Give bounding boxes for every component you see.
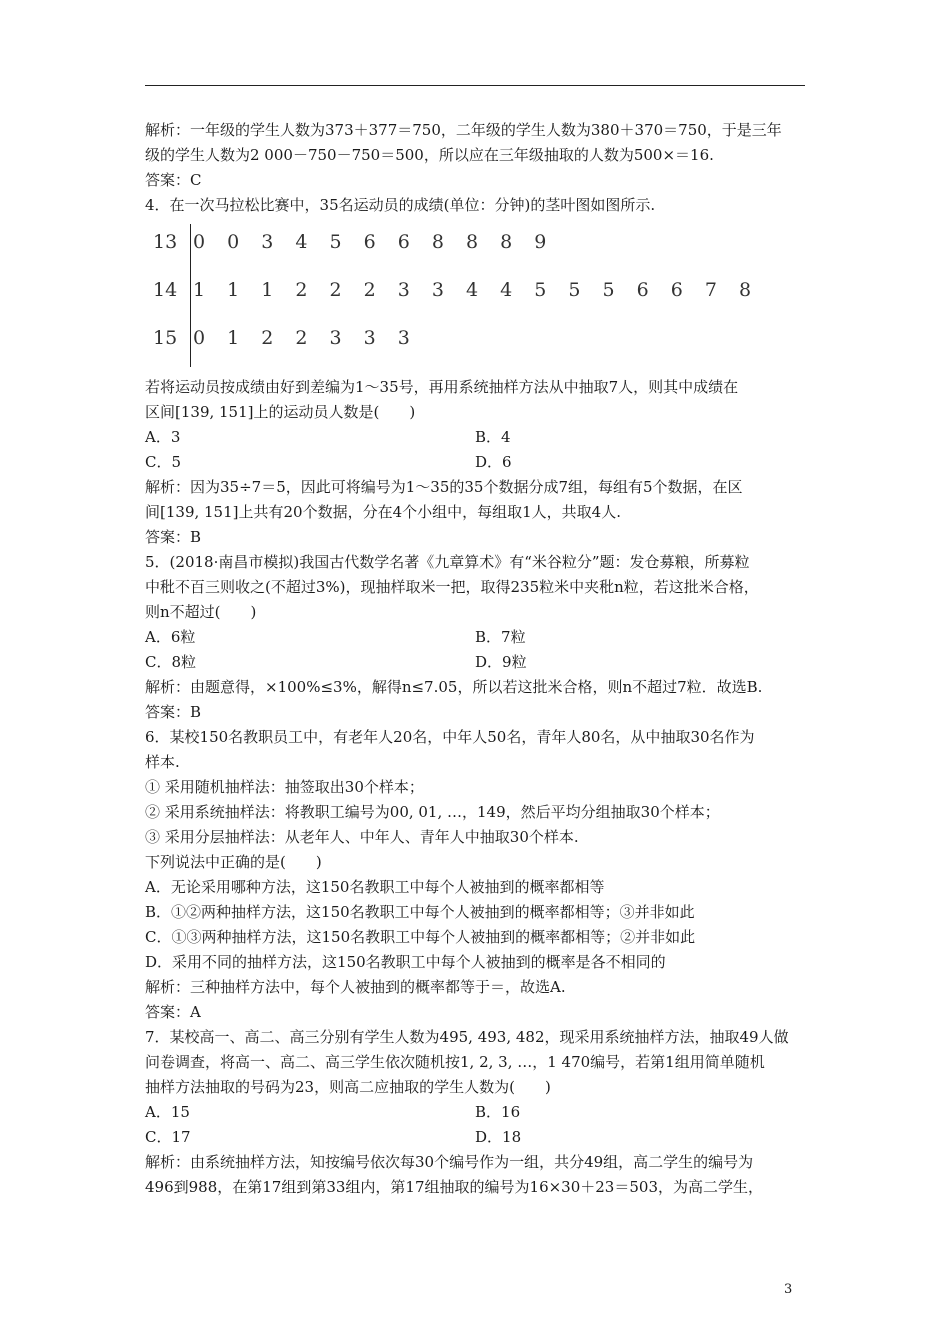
text-line: 问卷调查，将高一、高二、高三学生依次随机按1, 2, 3, …，1 470编号，若第1组用简单随机 — [145, 1053, 765, 1071]
answer-line: 答案：B — [145, 703, 202, 721]
option-c: C．17 — [145, 1128, 191, 1146]
option-row — [145, 425, 825, 450]
text-line: ① 采用随机抽样法：抽签取出30个样本； — [145, 778, 424, 796]
option-c: C．5 — [145, 453, 182, 471]
text-line: 下列说法中正确的是( ) — [145, 853, 322, 871]
leaf-values: 0 0 3 4 5 6 6 8 8 8 9 — [193, 231, 555, 253]
option-d: D．6 — [475, 453, 512, 471]
stem-value: 15 — [153, 327, 178, 349]
option-a: A．15 — [145, 1103, 190, 1121]
question-5: 5．(2018·南昌市模拟)我国古代数学名著《九章算术》有“米谷粒分”题：发仓募粮，所募粒 — [145, 553, 750, 571]
stem-row — [153, 230, 554, 260]
stem-row — [153, 278, 759, 308]
option-row — [145, 650, 825, 675]
option-c: C．8粒 — [145, 653, 197, 671]
text-line: 解析：由题意得，×100%≤3%，解得n≤7.05，所以若这批米合格，则n不超过7粒．故选B. — [145, 678, 763, 696]
text-line: 区间[139, 151]上的运动员人数是( ) — [145, 403, 416, 421]
text-line: 496到988，在第17组到第33组内，第17组抽取的编号为16×30＋23＝503，为高二学生， — [145, 1178, 763, 1196]
stem-leaf-plot — [145, 226, 825, 371]
answer-line: 答案：A — [145, 1003, 201, 1021]
question-7: 7．某校高一、高二、高三分别有学生人数为495, 493, 482，现采用系统抽样方法，抽取49人做 — [145, 1028, 789, 1046]
text-line: 则n不超过( ) — [145, 603, 257, 621]
option-d: D．采用不同的抽样方法，这150名教职工中每个人被抽到的概率是各不相同的 — [145, 953, 666, 971]
stem-value: 14 — [153, 279, 178, 301]
option-b: B．4 — [475, 428, 511, 446]
text-line: 抽样方法抽取的号码为23，则高二应抽取的学生人数为( ) — [145, 1078, 551, 1096]
text-line: 解析：一年级的学生人数为373＋377＝750，二年级的学生人数为380＋370＝750，于是三年 — [145, 121, 782, 139]
text-line: 级的学生人数为2 000－750－750＝500，所以应在三年级抽取的人数为500×＝16. — [145, 146, 714, 164]
stem-row — [153, 326, 418, 356]
page-number: 3 — [784, 1282, 793, 1297]
leaf-values: 1 1 1 2 2 2 3 3 4 4 5 5 5 6 6 7 8 — [193, 279, 760, 301]
option-b: B．7粒 — [475, 628, 526, 646]
option-a: A．3 — [145, 428, 181, 446]
option-d: D．18 — [475, 1128, 522, 1146]
text-line: 解析：由系统抽样方法，知按编号依次每30个编号作为一组，共分49组，高二学生的编号为 — [145, 1153, 754, 1171]
option-row — [145, 1125, 825, 1150]
stem-value: 13 — [153, 231, 178, 253]
text-line: 中秕不百三则收之(不超过3%)，现抽样取米一把，取得235粒米中夹秕n粒，若这批米合格， — [145, 578, 759, 596]
leaf-values: 0 1 2 2 3 3 3 — [193, 327, 418, 349]
option-d: D．9粒 — [475, 653, 527, 671]
option-a: A．6粒 — [145, 628, 196, 646]
answer-line: 答案：C — [145, 171, 202, 189]
option-b: B．①②两种抽样方法，这150名教职工中每个人被抽到的概率都相等；③并非如此 — [145, 903, 695, 921]
text-line: 解析：三种抽样方法中，每个人被抽到的概率都等于＝，故选A. — [145, 978, 566, 996]
option-b: B．16 — [475, 1103, 521, 1121]
option-row — [145, 450, 825, 475]
answer-line: 答案：B — [145, 528, 202, 546]
question-6: 6．某校150名教职员工中，有老年人20名，中年人50名，青年人80名，从中抽取30名作为 — [145, 728, 755, 746]
header-rule — [145, 85, 805, 86]
text-line: ③ 采用分层抽样法：从老年人、中年人、青年人中抽取30个样本. — [145, 828, 579, 846]
question-4: 4．在一次马拉松比赛中，35名运动员的成绩(单位：分钟)的茎叶图如图所示. — [145, 196, 656, 214]
text-line: ② 采用系统抽样法：将教职工编号为00, 01, …，149，然后平均分组抽取30个样本； — [145, 803, 720, 821]
option-c: C．①③两种抽样方法，这150名教职工中每个人被抽到的概率都相等；②并非如此 — [145, 928, 696, 946]
text-line: 样本. — [145, 753, 180, 771]
text-line: 间[139, 151]上共有20个数据，分在4个小组中，每组取1人，共取4人. — [145, 503, 621, 521]
option-a: A．无论采用哪种方法，这150名教职工中每个人被抽到的概率都相等 — [145, 878, 605, 896]
text-line: 若将运动员按成绩由好到差编为1～35号，再用系统抽样方法从中抽取7人，则其中成绩在 — [145, 378, 739, 396]
document-body — [145, 118, 825, 1200]
option-row — [145, 1100, 825, 1125]
text-line: 解析：因为35÷7＝5，因此可将编号为1～35的35个数据分成7组，每组有5个数据，在区 — [145, 478, 743, 496]
option-row — [145, 625, 825, 650]
